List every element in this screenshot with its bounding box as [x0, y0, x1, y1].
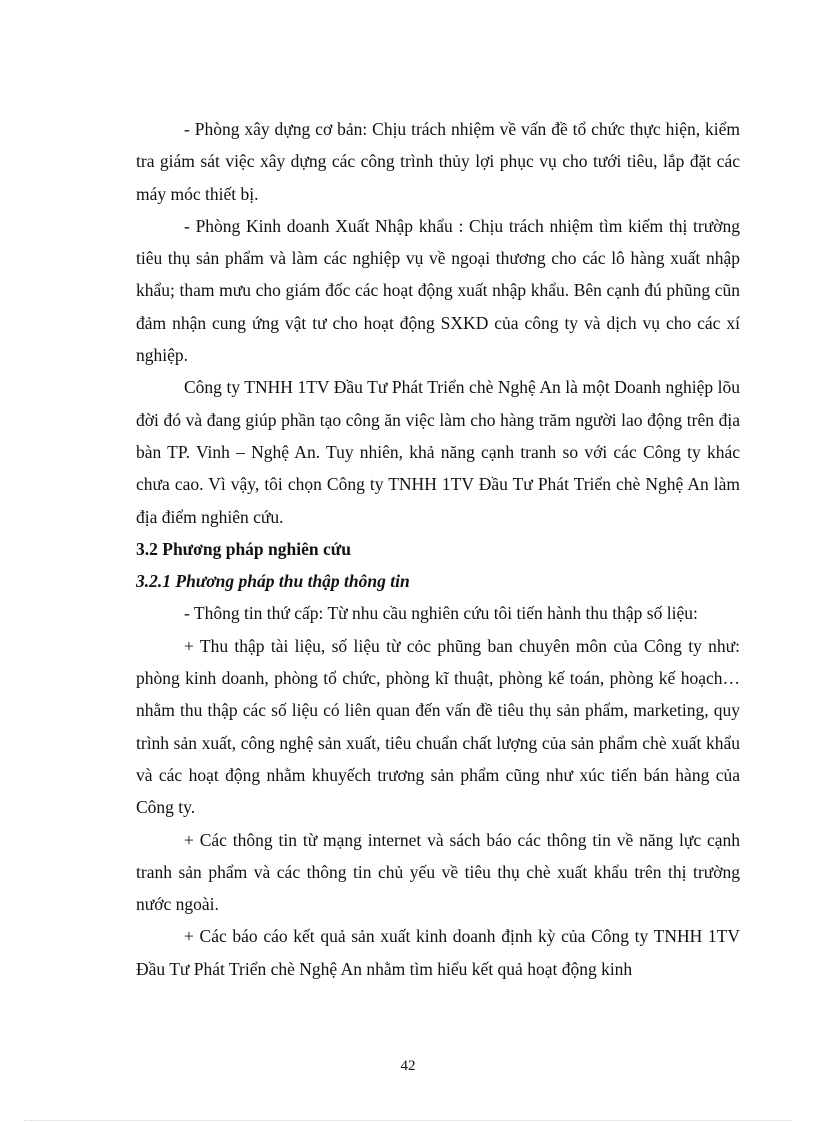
paragraph: + Thu thập tài liệu, số liệu từ cỏc phũng ban chuyên môn của Công ty như: phòng kinh doanh, phòng tổ chức, phòng kĩ thuật, phòng kế toán, phòng kế hoạch… nhằm thu thập các số liệu có liên quan đến vấn đề tiêu thụ sản phẩm, marketing, quy trình sản xuất, công nghệ sản xuất, tiêu chuẩn chất lượng của sản phẩm chè xuất khẩu và các hoạt động nhằm khuyếch trương sản phẩm cũng như xúc tiến bán hàng của Công ty. — [136, 635, 740, 818]
page-number: 42 — [400, 1058, 416, 1074]
paragraph: Công ty TNHH 1TV Đầu Tư Phát Triển chè Nghệ An là một Doanh nghiệp lõu đời đó và đang giúp phần tạo công ăn việc làm cho hàng trăm người lao động trên địa bàn TP. Vinh – Nghệ An. Tuy nhiên, khả năng cạnh tranh so với các Công ty khác chưa cao. Vì vậy, tôi chọn Công ty TNHH 1TV Đầu Tư Phát Triển chè Nghệ An làm địa điểm nghiên cứu. — [136, 377, 740, 527]
section-heading: 3.2 Phương pháp nghiên cứu — [136, 538, 351, 559]
page-bottom-divider — [24, 1120, 792, 1121]
paragraph: + Các báo cáo kết quả sản xuất kinh doanh định kỳ của Công ty TNHH 1TV Đầu Tư Phát Triển chè Nghệ An nhằm tìm hiểu kết quả hoạt động kinh — [136, 926, 740, 979]
subsection-heading: 3.2.1 Phương pháp thu thập thông tin — [136, 571, 410, 592]
paragraph: - Thông tin thứ cấp: Từ nhu cầu nghiên cứu tôi tiến hành thu thập số liệu: — [184, 603, 698, 624]
body-text — [136, 113, 740, 985]
paragraph: - Phòng xây dựng cơ bản: Chịu trách nhiệm về vấn đề tổ chức thực hiện, kiểm tra giám sát việc xây dựng các công trình thủy lợi phục vụ cho tưới tiêu, lắp đặt các máy móc thiết bị. — [136, 119, 740, 204]
paragraph: - Phòng Kinh doanh Xuất Nhập khẩu : Chịu trách nhiệm tìm kiếm thị trường tiêu thụ sản phẩm và làm các nghiệp vụ về ngoại thương cho các lô hàng xuất nhập khẩu; tham mưu cho giám đốc các hoạt động xuất nhập khẩu. Bên cạnh đú phũng cũn đảm nhận cung ứng vật tư cho hoạt động SXKD của công ty và dịch vụ cho các xí nghiệp. — [136, 215, 740, 366]
paragraph: + Các thông tin từ mạng internet và sách báo các thông tin về năng lực cạnh tranh sản phẩm và các thông tin chủ yếu về tiêu thụ chè xuất khẩu trên thị trường nước ngoài. — [136, 829, 740, 915]
